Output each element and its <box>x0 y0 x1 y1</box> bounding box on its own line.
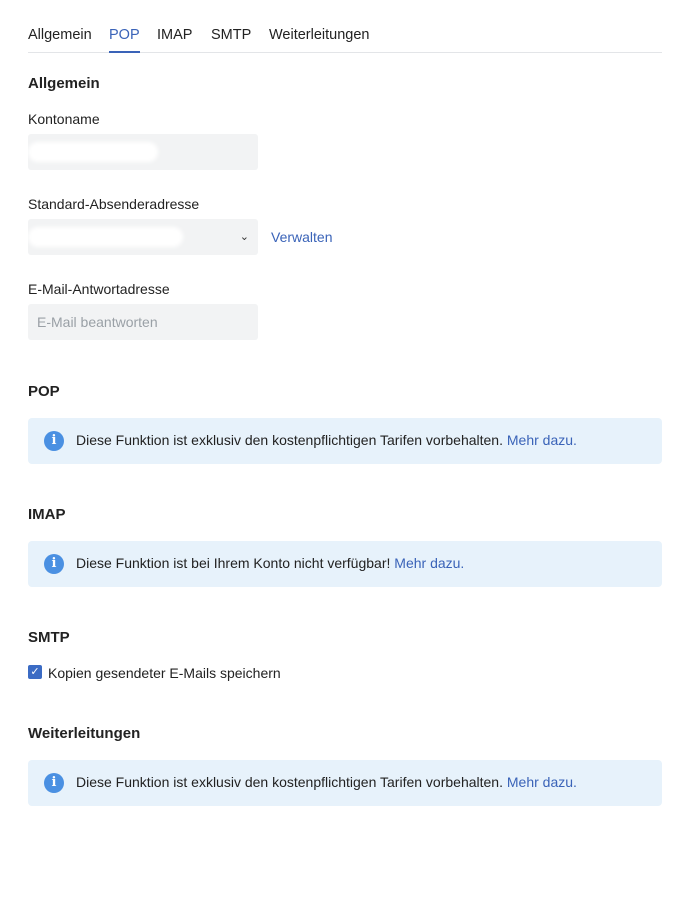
section-heading-allgemein: Allgemein <box>28 75 100 92</box>
forwarding-info-text <box>76 774 577 790</box>
section-heading-smtp: SMTP <box>28 629 70 646</box>
pop-more-link[interactable]: Mehr dazu. <box>506 432 577 448</box>
sender-address-label: Standard-Absenderadresse <box>28 196 200 212</box>
section-heading-imap: IMAP <box>28 506 66 523</box>
forwarding-info-banner <box>28 760 662 806</box>
info-icon: i <box>44 773 64 793</box>
pop-info-message: Diese Funktion ist exklusiv den kostenpflichtigen Tarifen vorbehalten. <box>76 432 503 448</box>
pop-info-banner <box>28 418 662 464</box>
imap-info-text <box>76 555 464 571</box>
account-name-label: Kontoname <box>28 111 100 127</box>
forwarding-more-link[interactable]: Mehr dazu. <box>506 774 577 790</box>
info-icon: i <box>44 431 64 451</box>
chevron-down-icon: ⌄ <box>239 231 249 243</box>
tab-allgemein[interactable]: Allgemein <box>28 27 92 43</box>
forwarding-info-message: Diese Funktion ist exklusiv den kostenpflichtigen Tarifen vorbehalten. <box>76 774 503 790</box>
tab-weiterleitungen[interactable]: Weiterleitungen <box>269 27 370 43</box>
save-sent-copies-checkbox[interactable]: ✓ <box>28 665 42 679</box>
redacted-value <box>28 227 183 247</box>
reply-address-placeholder: E-Mail beantworten <box>37 314 158 330</box>
redacted-value <box>28 142 158 162</box>
info-icon: i <box>44 554 64 574</box>
reply-address-label: E-Mail-Antwortadresse <box>28 281 170 297</box>
tab-imap[interactable]: IMAP <box>157 27 193 43</box>
pop-info-text <box>76 432 577 448</box>
save-sent-copies-label: Kopien gesendeter E-Mails speichern <box>48 665 281 681</box>
tab-smtp[interactable]: SMTP <box>211 27 252 43</box>
imap-info-banner <box>28 541 662 587</box>
imap-info-message: Diese Funktion ist bei Ihrem Konto nicht verfügbar! <box>76 555 391 571</box>
sender-address-select[interactable] <box>28 219 258 255</box>
section-heading-pop: POP <box>28 383 60 400</box>
reply-address-input[interactable] <box>28 304 258 340</box>
manage-link[interactable]: Verwalten <box>271 229 333 245</box>
account-name-input[interactable] <box>28 134 258 170</box>
imap-more-link[interactable]: Mehr dazu. <box>394 555 465 571</box>
settings-tabs <box>28 0 662 53</box>
section-heading-weiterleitungen: Weiterleitungen <box>28 725 141 742</box>
tab-pop[interactable]: POP <box>109 27 140 43</box>
